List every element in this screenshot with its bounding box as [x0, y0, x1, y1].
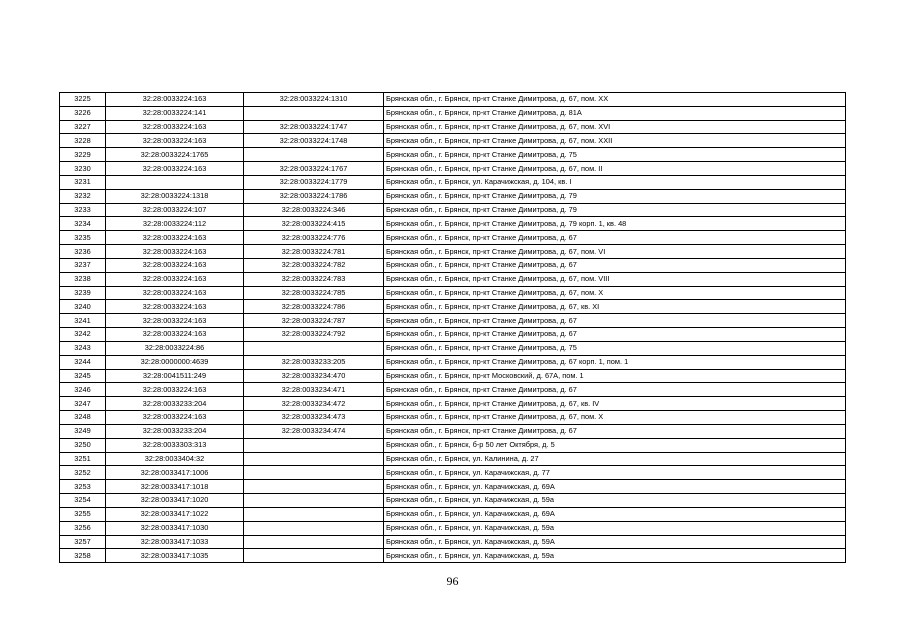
premises-cadastral-number-cell: 32:28:0033224:787 — [244, 314, 384, 328]
table-row — [60, 507, 846, 521]
table-row — [60, 397, 846, 411]
premises-cadastral-number-cell: 32:28:0033224:776 — [244, 231, 384, 245]
row-number-cell: 3243 — [60, 341, 106, 355]
row-number-cell: 3238 — [60, 272, 106, 286]
premises-cadastral-number-cell: 32:28:0033224:1767 — [244, 162, 384, 176]
address-cell: Брянская обл., г. Брянск, пр-кт Станке Димитрова, д. 67 — [384, 314, 846, 328]
address-cell: Брянская обл., г. Брянск, пр-кт Станке Димитрова, д. 67, кв. XI — [384, 300, 846, 314]
address-cell: Брянская обл., г. Брянск, пр-кт Станке Димитрова, д. 67 — [384, 258, 846, 272]
premises-cadastral-number-cell: 32:28:0033233:205 — [244, 355, 384, 369]
address-cell: Брянская обл., г. Брянск, ул. Карачижская, д. 59а — [384, 521, 846, 535]
table-row — [60, 355, 846, 369]
premises-cadastral-number-cell: 32:28:0033224:782 — [244, 258, 384, 272]
premises-cadastral-number-cell: 32:28:0033234:474 — [244, 424, 384, 438]
table-row — [60, 549, 846, 563]
premises-cadastral-number-cell — [244, 106, 384, 120]
table-row — [60, 535, 846, 549]
cadastral-number-cell: 32:28:0033224:163 — [106, 258, 244, 272]
premises-cadastral-number-cell: 32:28:0033224:1786 — [244, 189, 384, 203]
premises-cadastral-number-cell: 32:28:0033224:1779 — [244, 175, 384, 189]
cadastral-number-cell: 32:28:0033224:107 — [106, 203, 244, 217]
row-number-cell: 3228 — [60, 134, 106, 148]
row-number-cell: 3242 — [60, 328, 106, 342]
cadastral-number-cell: 32:28:0033224:163 — [106, 231, 244, 245]
address-cell: Брянская обл., г. Брянск, пр-кт Станке Димитрова, д. 79 корп. 1, кв. 48 — [384, 217, 846, 231]
premises-cadastral-number-cell — [244, 480, 384, 494]
row-number-cell: 3229 — [60, 148, 106, 162]
address-cell: Брянская обл., г. Брянск, ул. Карачижская, д. 59а — [384, 549, 846, 563]
row-number-cell: 3251 — [60, 452, 106, 466]
cadastral-number-cell: 32:28:0033417:1006 — [106, 466, 244, 480]
table-row — [60, 369, 846, 383]
premises-cadastral-number-cell: 32:28:0033234:472 — [244, 397, 384, 411]
address-cell: Брянская обл., г. Брянск, пр-кт Станке Димитрова, д. 67, пом. XX — [384, 93, 846, 107]
table-row — [60, 452, 846, 466]
address-cell: Брянская обл., г. Брянск, пр-кт Станке Димитрова, д. 75 — [384, 341, 846, 355]
address-cell: Брянская обл., г. Брянск, пр-кт Станке Димитрова, д. 79 — [384, 203, 846, 217]
cadastral-number-cell: 32:28:0033224:1318 — [106, 189, 244, 203]
table-row — [60, 148, 846, 162]
address-cell: Брянская обл., г. Брянск, ул. Карачижская, д. 69А — [384, 480, 846, 494]
table-row — [60, 106, 846, 120]
row-number-cell: 3255 — [60, 507, 106, 521]
row-number-cell: 3230 — [60, 162, 106, 176]
address-cell: Брянская обл., г. Брянск, пр-кт Станке Димитрова, д. 67 корп. 1, пом. 1 — [384, 355, 846, 369]
cadastral-number-cell: 32:28:0033224:163 — [106, 272, 244, 286]
row-number-cell: 3244 — [60, 355, 106, 369]
table-row — [60, 328, 846, 342]
table-row — [60, 424, 846, 438]
cadastral-number-cell: 32:28:0033233:204 — [106, 397, 244, 411]
cadastral-number-cell: 32:28:0000000:4639 — [106, 355, 244, 369]
premises-cadastral-number-cell — [244, 507, 384, 521]
cadastral-number-cell: 32:28:0033417:1035 — [106, 549, 244, 563]
row-number-cell: 3249 — [60, 424, 106, 438]
row-number-cell: 3234 — [60, 217, 106, 231]
row-number-cell: 3240 — [60, 300, 106, 314]
premises-cadastral-number-cell: 32:28:0033224:786 — [244, 300, 384, 314]
premises-cadastral-number-cell — [244, 466, 384, 480]
row-number-cell: 3226 — [60, 106, 106, 120]
cadastral-number-cell: 32:28:0033404:32 — [106, 452, 244, 466]
table-row — [60, 258, 846, 272]
address-cell: Брянская обл., г. Брянск, ул. Карачижская, д. 69А — [384, 507, 846, 521]
cadastral-number-cell: 32:28:0033224:163 — [106, 300, 244, 314]
cadastral-number-cell: 32:28:0033224:163 — [106, 383, 244, 397]
table-row — [60, 480, 846, 494]
address-cell: Брянская обл., г. Брянск, пр-кт Станке Димитрова, д. 67, пом. X — [384, 411, 846, 425]
address-cell: Брянская обл., г. Брянск, пр-кт Станке Димитрова, д. 67 — [384, 424, 846, 438]
row-number-cell: 3237 — [60, 258, 106, 272]
address-cell: Брянская обл., г. Брянск, ул. Карачижская, д. 104, кв. I — [384, 175, 846, 189]
premises-cadastral-number-cell: 32:28:0033234:470 — [244, 369, 384, 383]
table-row — [60, 93, 846, 107]
row-number-cell: 3247 — [60, 397, 106, 411]
premises-cadastral-number-cell: 32:28:0033224:1310 — [244, 93, 384, 107]
cadastral-number-cell: 32:28:0033224:163 — [106, 134, 244, 148]
premises-cadastral-number-cell: 32:28:0033224:783 — [244, 272, 384, 286]
row-number-cell: 3246 — [60, 383, 106, 397]
address-cell: Брянская обл., г. Брянск, пр-кт Станке Димитрова, д. 81А — [384, 106, 846, 120]
table-row — [60, 245, 846, 259]
address-cell: Брянская обл., г. Брянск, пр-кт Станке Димитрова, д. 67, пом. VI — [384, 245, 846, 259]
row-number-cell: 3248 — [60, 411, 106, 425]
row-number-cell: 3256 — [60, 521, 106, 535]
table-row — [60, 300, 846, 314]
table-row — [60, 286, 846, 300]
registry-table — [59, 92, 846, 563]
cadastral-number-cell: 32:28:0033224:1765 — [106, 148, 244, 162]
row-number-cell: 3254 — [60, 494, 106, 508]
cadastral-number-cell: 32:28:0033224:86 — [106, 341, 244, 355]
address-cell: Брянская обл., г. Брянск, ул. Карачижская, д. 77 — [384, 466, 846, 480]
table-row — [60, 383, 846, 397]
cadastral-number-cell: 32:28:0033224:163 — [106, 314, 244, 328]
premises-cadastral-number-cell — [244, 535, 384, 549]
address-cell: Брянская обл., г. Брянск, пр-кт Станке Димитрова, д. 75 — [384, 148, 846, 162]
address-cell: Брянская обл., г. Брянск, пр-кт Станке Димитрова, д. 67, пом. XVI — [384, 120, 846, 134]
premises-cadastral-number-cell: 32:28:0033224:792 — [244, 328, 384, 342]
cadastral-number-cell: 32:28:0033417:1020 — [106, 494, 244, 508]
row-number-cell: 3235 — [60, 231, 106, 245]
premises-cadastral-number-cell: 32:28:0033224:781 — [244, 245, 384, 259]
address-cell: Брянская обл., г. Брянск, пр-кт Станке Димитрова, д. 67, кв. IV — [384, 397, 846, 411]
row-number-cell: 3233 — [60, 203, 106, 217]
row-number-cell: 3253 — [60, 480, 106, 494]
table-row — [60, 521, 846, 535]
page-number: 96 — [446, 574, 459, 588]
premises-cadastral-number-cell: 32:28:0033224:1747 — [244, 120, 384, 134]
premises-cadastral-number-cell: 32:28:0033234:471 — [244, 383, 384, 397]
cadastral-number-cell — [106, 175, 244, 189]
address-cell: Брянская обл., г. Брянск, пр-кт Станке Димитрова, д. 67 — [384, 383, 846, 397]
table-row — [60, 466, 846, 480]
address-cell: Брянская обл., г. Брянск, пр-кт Московский, д. 67А, пом. 1 — [384, 369, 846, 383]
table-row — [60, 175, 846, 189]
table-row — [60, 134, 846, 148]
cadastral-number-cell: 32:28:0033224:141 — [106, 106, 244, 120]
premises-cadastral-number-cell: 32:28:0033224:1748 — [244, 134, 384, 148]
cadastral-number-cell: 32:28:0033233:204 — [106, 424, 244, 438]
premises-cadastral-number-cell — [244, 521, 384, 535]
table-row — [60, 120, 846, 134]
table-row — [60, 314, 846, 328]
row-number-cell: 3236 — [60, 245, 106, 259]
table-row — [60, 162, 846, 176]
cadastral-number-cell: 32:28:0033303:313 — [106, 438, 244, 452]
cadastral-number-cell: 32:28:0033417:1030 — [106, 521, 244, 535]
cadastral-number-cell: 32:28:0033224:163 — [106, 120, 244, 134]
premises-cadastral-number-cell — [244, 341, 384, 355]
cadastral-number-cell: 32:28:0033417:1018 — [106, 480, 244, 494]
cadastral-number-cell: 32:28:0033417:1022 — [106, 507, 244, 521]
table-row — [60, 203, 846, 217]
premises-cadastral-number-cell: 32:28:0033224:785 — [244, 286, 384, 300]
cadastral-number-cell: 32:28:0033417:1033 — [106, 535, 244, 549]
premises-cadastral-number-cell: 32:28:0033224:415 — [244, 217, 384, 231]
table-row — [60, 438, 846, 452]
row-number-cell: 3258 — [60, 549, 106, 563]
cadastral-number-cell: 32:28:0033224:163 — [106, 411, 244, 425]
table-row — [60, 494, 846, 508]
cadastral-number-cell: 32:28:0033224:163 — [106, 328, 244, 342]
row-number-cell: 3241 — [60, 314, 106, 328]
address-cell: Брянская обл., г. Брянск, б-р 50 лет Октября, д. 5 — [384, 438, 846, 452]
address-cell: Брянская обл., г. Брянск, ул. Калинина, д. 27 — [384, 452, 846, 466]
row-number-cell: 3252 — [60, 466, 106, 480]
address-cell: Брянская обл., г. Брянск, пр-кт Станке Димитрова, д. 67 — [384, 328, 846, 342]
row-number-cell: 3231 — [60, 175, 106, 189]
premises-cadastral-number-cell — [244, 452, 384, 466]
cadastral-number-cell: 32:28:0033224:163 — [106, 286, 244, 300]
row-number-cell: 3232 — [60, 189, 106, 203]
premises-cadastral-number-cell — [244, 549, 384, 563]
cadastral-number-cell: 32:28:0033224:163 — [106, 245, 244, 259]
address-cell: Брянская обл., г. Брянск, пр-кт Станке Димитрова, д. 67, пом. VIII — [384, 272, 846, 286]
premises-cadastral-number-cell: 32:28:0033224:346 — [244, 203, 384, 217]
row-number-cell: 3245 — [60, 369, 106, 383]
row-number-cell: 3257 — [60, 535, 106, 549]
cadastral-number-cell: 32:28:0033224:163 — [106, 162, 244, 176]
row-number-cell: 3239 — [60, 286, 106, 300]
address-cell: Брянская обл., г. Брянск, пр-кт Станке Димитрова, д. 67, пом. XXII — [384, 134, 846, 148]
registry-table-body — [60, 93, 846, 563]
cadastral-number-cell: 32:28:0033224:163 — [106, 93, 244, 107]
row-number-cell: 3250 — [60, 438, 106, 452]
premises-cadastral-number-cell: 32:28:0033234:473 — [244, 411, 384, 425]
row-number-cell: 3227 — [60, 120, 106, 134]
premises-cadastral-number-cell — [244, 438, 384, 452]
address-cell: Брянская обл., г. Брянск, пр-кт Станке Димитрова, д. 67, пом. X — [384, 286, 846, 300]
address-cell: Брянская обл., г. Брянск, ул. Карачижская, д. 59а — [384, 494, 846, 508]
table-row — [60, 341, 846, 355]
address-cell: Брянская обл., г. Брянск, пр-кт Станке Димитрова, д. 67, пом. II — [384, 162, 846, 176]
premises-cadastral-number-cell — [244, 148, 384, 162]
premises-cadastral-number-cell — [244, 494, 384, 508]
row-number-cell: 3225 — [60, 93, 106, 107]
address-cell: Брянская обл., г. Брянск, пр-кт Станке Димитрова, д. 79 — [384, 189, 846, 203]
address-cell: Брянская обл., г. Брянск, пр-кт Станке Димитрова, д. 67 — [384, 231, 846, 245]
table-row — [60, 189, 846, 203]
table-row — [60, 411, 846, 425]
cadastral-number-cell: 32:28:0033224:112 — [106, 217, 244, 231]
cadastral-number-cell: 32:28:0041511:249 — [106, 369, 244, 383]
table-row — [60, 231, 846, 245]
address-cell: Брянская обл., г. Брянск, ул. Карачижская, д. 59А — [384, 535, 846, 549]
table-row — [60, 272, 846, 286]
table-row — [60, 217, 846, 231]
